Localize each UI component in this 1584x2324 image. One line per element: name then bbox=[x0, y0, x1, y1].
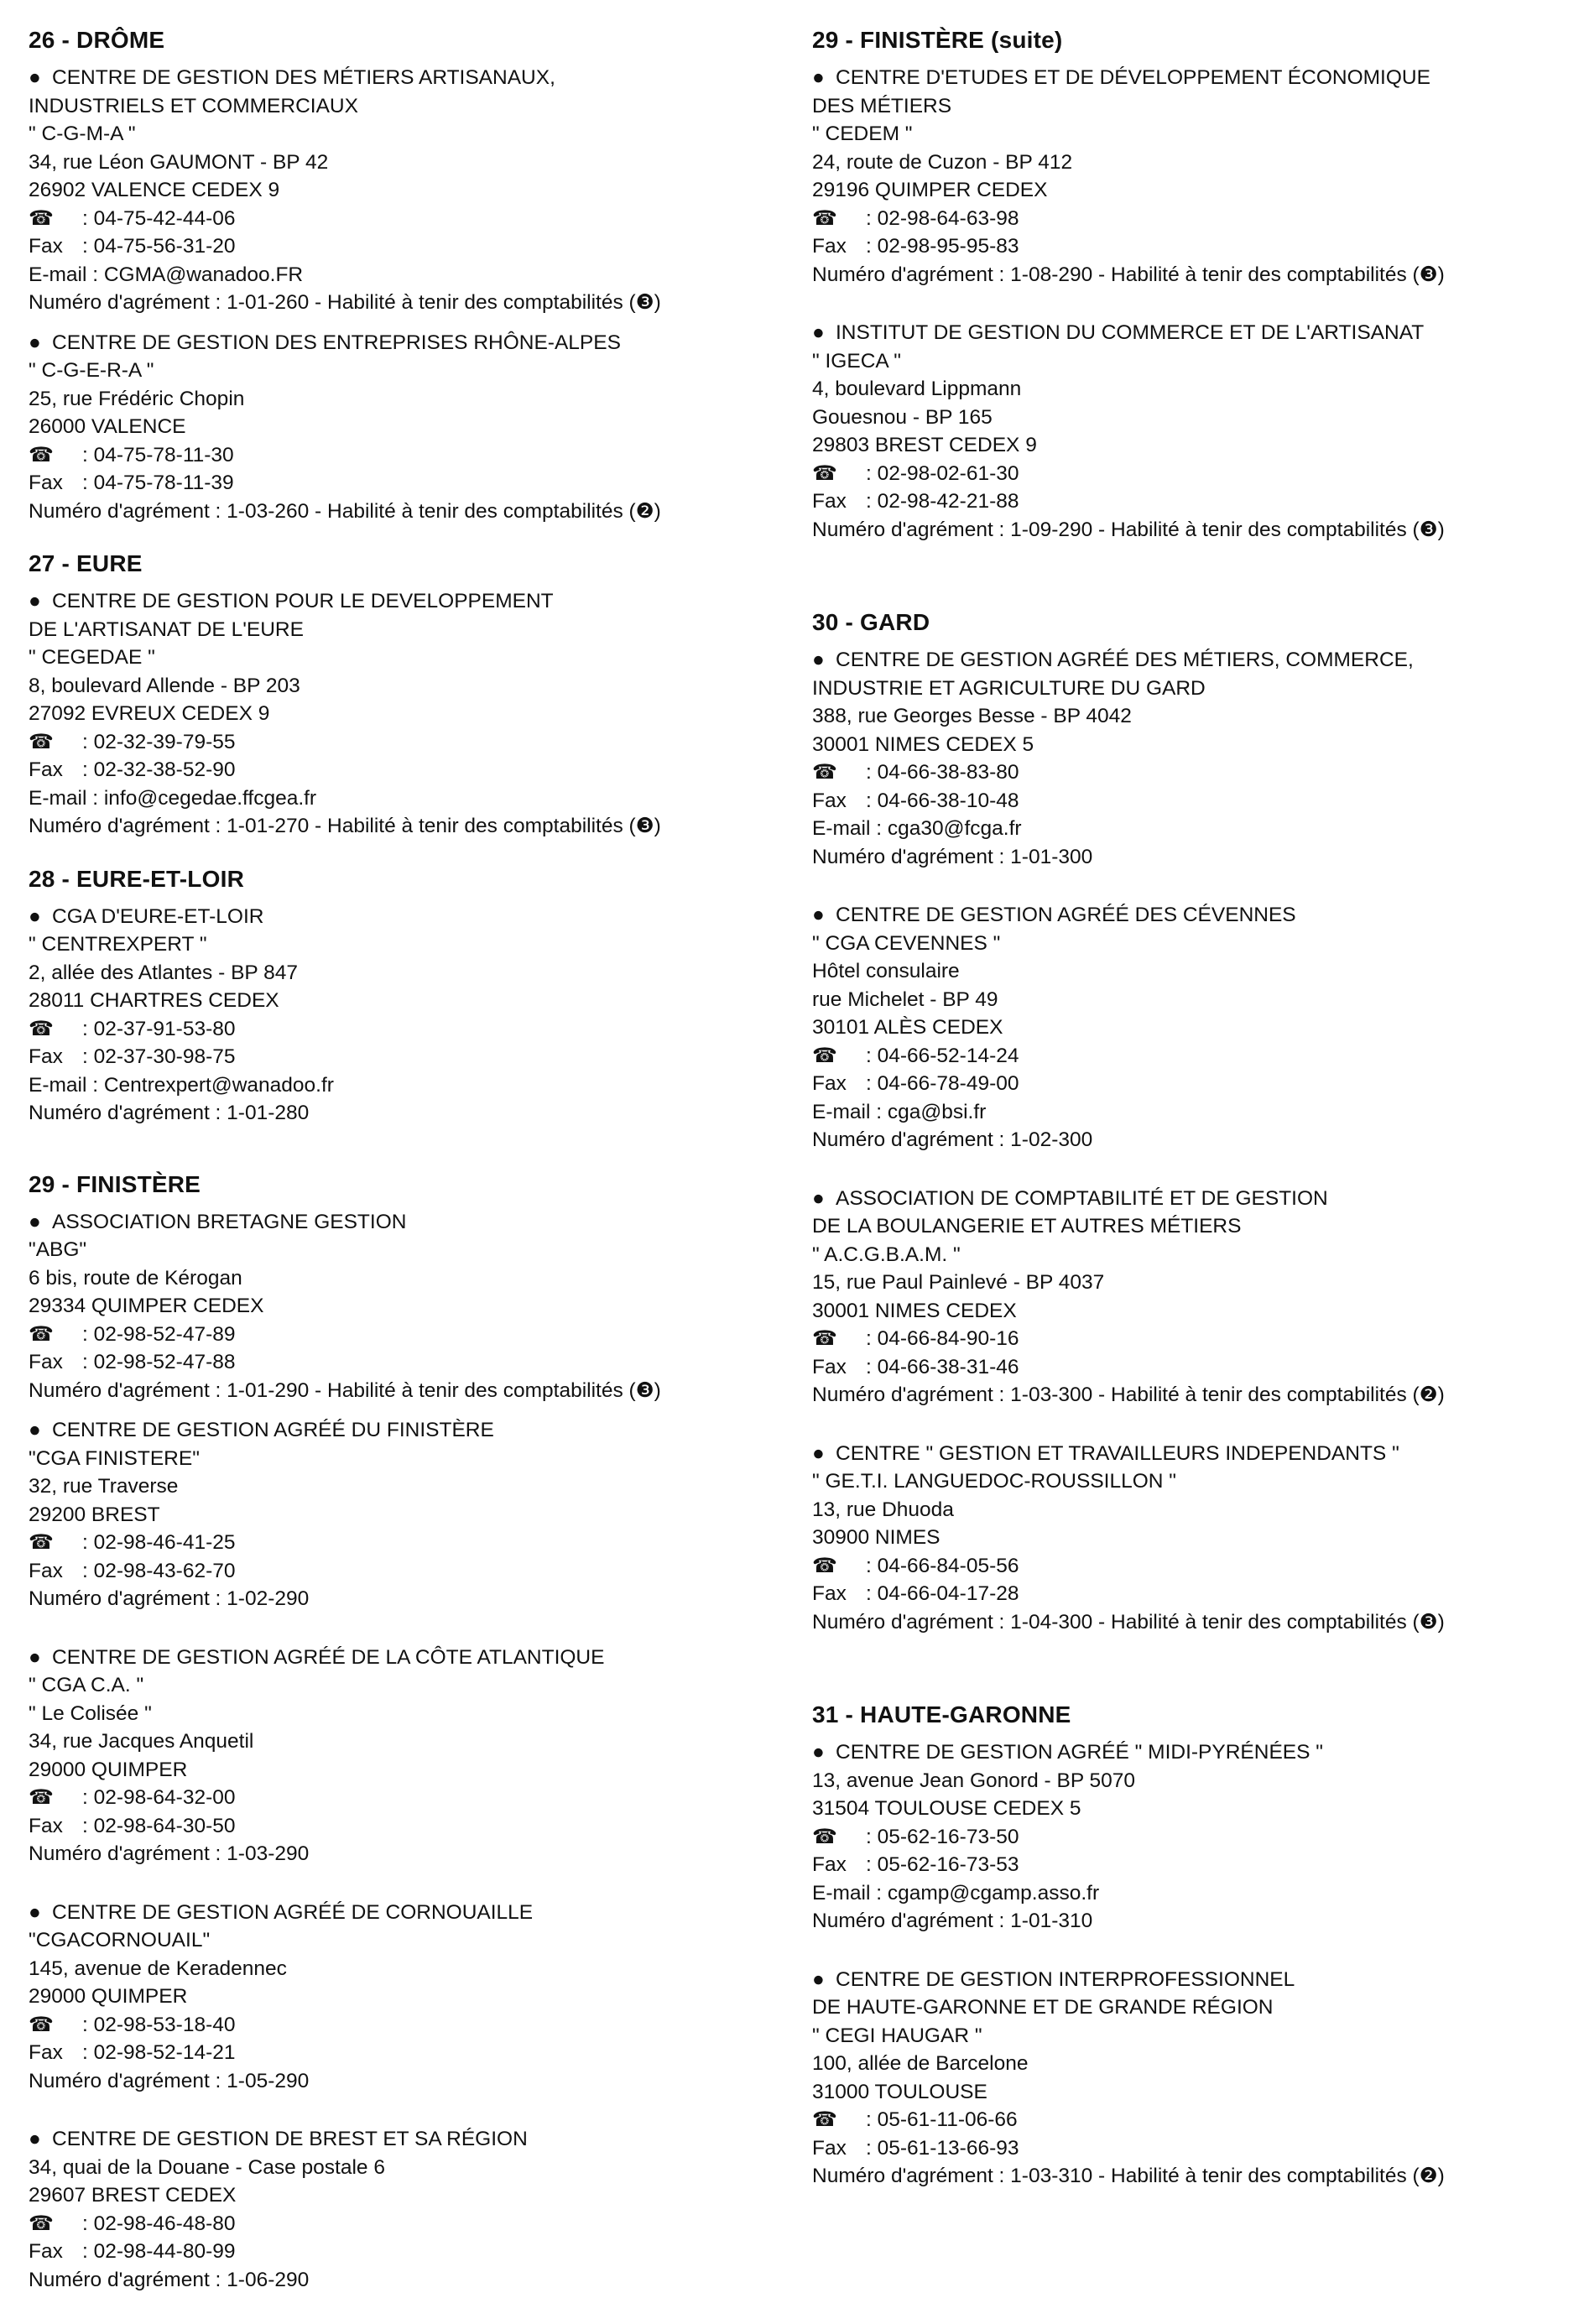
phone-icon: ☎ bbox=[812, 1554, 837, 1577]
entry-address: 30001 NIMES CEDEX 5 bbox=[812, 732, 1034, 756]
entry-address: 24, route de Cuzon - BP 412 bbox=[812, 150, 1073, 174]
entry-address: 145, avenue de Keradennec bbox=[29, 1957, 287, 1980]
entry-email: E-mail : cgamp@cgamp.asso.fr bbox=[812, 1881, 1100, 1905]
entry-address: Gouesnou - BP 165 bbox=[812, 405, 993, 429]
entry-email: E-mail : cga30@fcga.fr bbox=[812, 817, 1022, 840]
phone-icon: ☎ bbox=[29, 2212, 54, 2235]
phone-icon: ☎ bbox=[812, 206, 837, 230]
entry-name: ● CGA D'EURE-ET-LOIR bbox=[29, 903, 784, 931]
entry-address: 388, rue Georges Besse - BP 4042 bbox=[812, 705, 1132, 727]
phone-icon: ☎ bbox=[812, 2108, 837, 2131]
entry-fax: Fax : 04-75-78-11-39 bbox=[29, 469, 784, 498]
listing-entry bbox=[812, 1966, 1567, 2191]
entry-name: DE LA BOULANGERIE ET AUTRES MÉTIERS bbox=[812, 1215, 1242, 1238]
phone-icon: ☎ bbox=[812, 761, 837, 784]
listing-entry bbox=[29, 1416, 784, 1613]
entry-fax: Fax : 04-66-78-49-00 bbox=[812, 1070, 1567, 1098]
entry-address: 31000 TOULOUSE bbox=[812, 2080, 987, 2103]
fax-label: Fax bbox=[812, 1582, 847, 1605]
listing-entry bbox=[812, 901, 1567, 1154]
entry-agrement: Numéro d'agrément : 1-01-280 bbox=[29, 1102, 310, 1124]
entry-address: 29200 BREST bbox=[29, 1503, 160, 1526]
fax-label: Fax bbox=[812, 235, 847, 258]
listing-entry bbox=[812, 1440, 1567, 1637]
right-column bbox=[812, 25, 1567, 2221]
entry-address: 26902 VALENCE CEDEX 9 bbox=[29, 179, 280, 201]
entry-name: ● CENTRE DE GESTION AGRÉÉ DE LA CÔTE ATLANTIQUE bbox=[29, 1644, 784, 1672]
entry-address: 6 bis, route de Kérogan bbox=[29, 1266, 242, 1290]
entry-address: 100, allée de Barcelone bbox=[812, 2052, 1029, 2075]
listing-entry bbox=[29, 587, 784, 841]
entry-name: ● CENTRE DE GESTION AGRÉÉ " MIDI-PYRÉNÉES " bbox=[812, 1738, 1567, 1767]
entry-phone: ☎ : 04-66-52-14-24 bbox=[812, 1042, 1567, 1071]
entry-address: 13, rue Dhuoda bbox=[812, 1498, 954, 1521]
entry-name: ● CENTRE DE GESTION INTERPROFESSIONNEL bbox=[812, 1966, 1567, 1994]
entry-fax: Fax : 05-62-16-73-53 bbox=[812, 1851, 1567, 1879]
fax-label: Fax bbox=[29, 758, 63, 781]
phone-icon: ☎ bbox=[29, 2013, 54, 2036]
section-title: 27 - EURE bbox=[29, 550, 143, 576]
phone-icon: ☎ bbox=[29, 1531, 54, 1554]
entry-phone: ☎ : 02-98-64-63-98 bbox=[812, 205, 1567, 233]
listing-entry bbox=[29, 2125, 784, 2294]
entry-fax: Fax : 02-98-95-95-83 bbox=[812, 232, 1567, 261]
entry-agrement: Numéro d'agrément : 1-03-290 bbox=[29, 1842, 310, 1865]
entry-name: DES MÉTIERS bbox=[812, 94, 952, 117]
entry-name: DE L'ARTISANAT DE L'EURE bbox=[29, 617, 304, 641]
entry-phone: ☎ : 04-75-78-11-30 bbox=[29, 441, 784, 470]
entry-agrement: Numéro d'agrément : 1-06-290 bbox=[29, 2268, 310, 2291]
bullet-icon: ● bbox=[812, 66, 825, 89]
entry-fax: Fax : 02-98-43-62-70 bbox=[29, 1557, 784, 1586]
entry-address: 8, boulevard Allende - BP 203 bbox=[29, 674, 300, 697]
fax-label: Fax bbox=[812, 490, 847, 513]
entry-phone: ☎ : 04-75-42-44-06 bbox=[29, 205, 784, 233]
phone-icon: ☎ bbox=[812, 1327, 837, 1350]
entry-phone: ☎ : 04-66-84-05-56 bbox=[812, 1552, 1567, 1581]
bullet-icon: ● bbox=[29, 590, 41, 612]
entry-address: 29000 QUIMPER bbox=[29, 1985, 188, 2008]
bullet-icon: ● bbox=[29, 331, 41, 354]
section-title: 29 - FINISTÈRE (suite) bbox=[812, 27, 1063, 53]
entry-name: INDUSTRIE ET AGRICULTURE DU GARD bbox=[812, 676, 1206, 700]
entry-address: 29803 BREST CEDEX 9 bbox=[812, 434, 1037, 456]
bullet-icon: ● bbox=[812, 1186, 825, 1210]
section-title: 30 - GARD bbox=[812, 609, 930, 635]
entry-address: 15, rue Paul Painlevé - BP 4037 bbox=[812, 1271, 1105, 1294]
listing-entry bbox=[812, 1185, 1567, 1410]
entry-agrement: Numéro d'agrément : 1-09-290 - Habilité à tenir des comptabilités (❸) bbox=[812, 518, 1445, 541]
section-spacer bbox=[812, 574, 1567, 607]
phone-icon: ☎ bbox=[812, 1044, 837, 1067]
entry-name: ● CENTRE DE GESTION POUR LE DEVELOPPEMENT bbox=[29, 587, 784, 616]
fax-label: Fax bbox=[812, 1853, 847, 1876]
fax-label: Fax bbox=[29, 1559, 63, 1582]
entry-email: E-mail : info@cegedae.ffcgea.fr bbox=[29, 786, 317, 810]
entry-name: ● CENTRE DE GESTION AGRÉÉ DES CÉVENNES bbox=[812, 901, 1567, 930]
entry-phone: ☎ : 02-98-46-48-80 bbox=[29, 2210, 784, 2238]
fax-label: Fax bbox=[812, 2136, 847, 2160]
entry-agrement: Numéro d'agrément : 1-02-300 bbox=[812, 1128, 1093, 1151]
listing-entry bbox=[812, 64, 1567, 289]
entry-fax: Fax : 02-98-52-14-21 bbox=[29, 2039, 784, 2067]
entry-acronym: " C-G-E-R-A " bbox=[29, 359, 154, 382]
entry-fax: Fax : 02-37-30-98-75 bbox=[29, 1043, 784, 1071]
fax-label: Fax bbox=[29, 472, 63, 494]
phone-icon: ☎ bbox=[29, 1786, 54, 1809]
bullet-icon: ● bbox=[812, 904, 825, 926]
entry-name: ● ASSOCIATION BRETAGNE GESTION bbox=[29, 1208, 784, 1237]
entry-agrement: Numéro d'agrément : 1-04-300 - Habilité à tenir des comptabilités (❸) bbox=[812, 1610, 1445, 1634]
entry-acronym: "CGACORNOUAIL" bbox=[29, 1929, 211, 1951]
phone-icon: ☎ bbox=[29, 443, 54, 466]
entry-fax: Fax : 04-75-56-31-20 bbox=[29, 232, 784, 261]
entry-fax: Fax : 04-66-04-17-28 bbox=[812, 1580, 1567, 1608]
section-spacer bbox=[812, 1666, 1567, 1700]
entry-phone: ☎ : 02-98-52-47-89 bbox=[29, 1321, 784, 1349]
fax-label: Fax bbox=[812, 789, 847, 812]
entry-address: 34, rue Jacques Anquetil bbox=[29, 1730, 254, 1753]
entry-phone: ☎ : 04-66-38-83-80 bbox=[812, 758, 1567, 787]
entry-address: 34, rue Léon GAUMONT - BP 42 bbox=[29, 150, 329, 174]
entry-address: 28011 CHARTRES CEDEX bbox=[29, 989, 279, 1012]
fax-label: Fax bbox=[29, 235, 63, 258]
entry-acronym: " A.C.G.B.A.M. " bbox=[812, 1243, 961, 1266]
entry-acronym: " CEGEDAE " bbox=[29, 646, 155, 669]
entry-phone: ☎ : 02-37-91-53-80 bbox=[29, 1015, 784, 1044]
entry-acronym: " IGECA " bbox=[812, 349, 901, 373]
entry-address: 29000 QUIMPER bbox=[29, 1758, 188, 1781]
entry-name: ● CENTRE DE GESTION DES MÉTIERS ARTISANAUX, bbox=[29, 64, 784, 92]
entry-agrement: Numéro d'agrément : 1-03-300 - Habilité à tenir des comptabilités (❷) bbox=[812, 1383, 1445, 1406]
listing-entry bbox=[29, 903, 784, 1128]
bullet-icon: ● bbox=[29, 1645, 41, 1669]
entry-fax: Fax : 02-98-44-80-99 bbox=[29, 2238, 784, 2266]
entry-email: E-mail : cga@bsi.fr bbox=[812, 1100, 987, 1123]
entry-address: 27092 EVREUX CEDEX 9 bbox=[29, 702, 270, 725]
section-spacer bbox=[29, 1158, 784, 1170]
section-title: 29 - FINISTÈRE bbox=[29, 1170, 201, 1197]
listing-entry bbox=[812, 319, 1567, 544]
entry-address: 30001 NIMES CEDEX bbox=[812, 1299, 1017, 1322]
entry-address: 4, boulevard Lippmann bbox=[812, 378, 1022, 400]
entry-fax: Fax : 02-98-64-30-50 bbox=[29, 1812, 784, 1841]
entry-name: ● CENTRE DE GESTION DE BREST ET SA RÉGION bbox=[29, 2125, 784, 2154]
fax-label: Fax bbox=[29, 2041, 63, 2064]
entry-phone: ☎ : 02-98-02-61-30 bbox=[812, 460, 1567, 488]
entry-address: Hôtel consulaire bbox=[812, 960, 960, 982]
bullet-icon: ● bbox=[29, 904, 41, 928]
entry-name: ● CENTRE DE GESTION AGRÉÉ DU FINISTÈRE bbox=[29, 1416, 784, 1445]
entry-phone: ☎ : 05-62-16-73-50 bbox=[812, 1823, 1567, 1852]
entry-fax: Fax : 05-61-13-66-93 bbox=[812, 2134, 1567, 2163]
entry-phone: ☎ : 02-98-64-32-00 bbox=[29, 1784, 784, 1812]
left-column bbox=[29, 25, 784, 2324]
phone-icon: ☎ bbox=[29, 1017, 54, 1040]
listing-entry bbox=[29, 1208, 784, 1405]
entry-name: DE HAUTE-GARONNE ET DE GRANDE RÉGION bbox=[812, 1996, 1274, 2019]
entry-email: E-mail : Centrexpert@wanadoo.fr bbox=[29, 1073, 334, 1097]
section-title: 28 - EURE-ET-LOIR bbox=[29, 865, 244, 892]
entry-name: ● CENTRE D'ETUDES ET DE DÉVELOPPEMENT ÉCONOMIQUE bbox=[812, 64, 1567, 92]
entry-phone: ☎ : 02-32-39-79-55 bbox=[29, 728, 784, 757]
entry-name: ● CENTRE " GESTION ET TRAVAILLEURS INDEPENDANTS " bbox=[812, 1440, 1567, 1468]
entry-agrement: Numéro d'agrément : 1-01-270 - Habilité à tenir des comptabilités (❸) bbox=[29, 815, 661, 837]
listing-entry bbox=[29, 64, 784, 317]
phone-icon: ☎ bbox=[29, 206, 54, 230]
fax-label: Fax bbox=[29, 1351, 63, 1373]
listing-entry bbox=[29, 329, 784, 526]
entry-acronym: " CGA CEVENNES " bbox=[812, 931, 1001, 955]
phone-icon: ☎ bbox=[29, 1322, 54, 1346]
bullet-icon: ● bbox=[29, 66, 41, 89]
entry-address: 2, allée des Atlantes - BP 847 bbox=[29, 961, 298, 984]
entry-acronym: " CEDEM " bbox=[812, 122, 913, 145]
entry-agrement: Numéro d'agrément : 1-05-290 bbox=[29, 2069, 310, 2092]
section-spacer bbox=[29, 537, 784, 549]
entry-address: 29334 QUIMPER CEDEX bbox=[29, 1295, 264, 1317]
fax-label: Fax bbox=[29, 1814, 63, 1837]
entry-phone: ☎ : 02-98-53-18-40 bbox=[29, 2011, 784, 2040]
entry-agrement: Numéro d'agrément : 1-03-310 - Habilité à tenir des comptabilités (❷) bbox=[812, 2165, 1445, 2187]
entry-address: 13, avenue Jean Gonord - BP 5070 bbox=[812, 1769, 1136, 1792]
entry-address: " Le Colisée " bbox=[29, 1701, 152, 1725]
listing-entry bbox=[29, 1899, 784, 2096]
bullet-icon: ● bbox=[812, 649, 825, 671]
entry-agrement: Numéro d'agrément : 1-08-290 - Habilité à tenir des comptabilités (❸) bbox=[812, 263, 1445, 286]
entry-name: ● ASSOCIATION DE COMPTABILITÉ ET DE GESTION bbox=[812, 1185, 1567, 1213]
entry-address: 26000 VALENCE bbox=[29, 415, 186, 438]
listing-entry bbox=[812, 646, 1567, 871]
entry-acronym: " C-G-M-A " bbox=[29, 122, 136, 145]
entry-email: E-mail : CGMA@wanadoo.FR bbox=[29, 263, 304, 286]
bullet-icon: ● bbox=[812, 1967, 825, 1991]
phone-icon: ☎ bbox=[812, 1825, 837, 1848]
entry-agrement: Numéro d'agrément : 1-02-290 bbox=[29, 1587, 310, 1610]
entry-agrement: Numéro d'agrément : 1-01-290 - Habilité à tenir des comptabilités (❸) bbox=[29, 1378, 661, 1402]
entry-phone: ☎ : 02-98-46-41-25 bbox=[29, 1529, 784, 1557]
entry-fax: Fax : 02-98-42-21-88 bbox=[812, 487, 1567, 516]
entry-acronym: " GE.T.I. LANGUEDOC-ROUSSILLON " bbox=[812, 1470, 1176, 1493]
fax-label: Fax bbox=[812, 1355, 847, 1378]
entry-name: ● CENTRE DE GESTION AGRÉÉ DE CORNOUAILLE bbox=[29, 1899, 784, 1927]
bullet-icon: ● bbox=[812, 321, 825, 344]
entry-address: 25, rue Frédéric Chopin bbox=[29, 387, 245, 410]
entry-acronym: " CENTREXPERT " bbox=[29, 933, 207, 956]
bullet-icon: ● bbox=[812, 1441, 825, 1465]
entry-acronym: " CGA C.A. " bbox=[29, 1674, 144, 1696]
entry-address: rue Michelet - BP 49 bbox=[812, 987, 998, 1011]
fax-label: Fax bbox=[812, 1072, 847, 1095]
entry-fax: Fax : 04-66-38-10-48 bbox=[812, 787, 1567, 815]
entry-phone: ☎ : 05-61-11-06-66 bbox=[812, 2106, 1567, 2134]
section-title: 31 - HAUTE-GARONNE bbox=[812, 1701, 1071, 1727]
section-title: 26 - DRÔME bbox=[29, 27, 165, 53]
entry-address: 30101 ALÈS CEDEX bbox=[812, 1016, 1003, 1039]
entry-address: 31504 TOULOUSE CEDEX 5 bbox=[812, 1797, 1081, 1820]
section-spacer bbox=[29, 852, 784, 864]
entry-address: 29196 QUIMPER CEDEX bbox=[812, 179, 1048, 201]
entry-name: ● CENTRE DE GESTION DES ENTREPRISES RHÔNE-ALPES bbox=[29, 329, 784, 357]
bullet-icon: ● bbox=[29, 1210, 41, 1233]
entry-name: ● INSTITUT DE GESTION DU COMMERCE ET DE L'ARTISANAT bbox=[812, 319, 1567, 347]
entry-address: 30900 NIMES bbox=[812, 1526, 940, 1549]
entry-acronym: "ABG" bbox=[29, 1238, 87, 1261]
entry-name: ● CENTRE DE GESTION AGRÉÉ DES MÉTIERS, COMMERCE, bbox=[812, 646, 1567, 675]
entry-agrement: Numéro d'agrément : 1-03-260 - Habilité à tenir des comptabilités (❷) bbox=[29, 499, 661, 523]
entry-acronym: " CEGI HAUGAR " bbox=[812, 2024, 982, 2047]
entry-fax: Fax : 02-32-38-52-90 bbox=[29, 756, 784, 784]
entry-agrement: Numéro d'agrément : 1-01-300 bbox=[812, 845, 1093, 868]
entry-address: 29607 BREST CEDEX bbox=[29, 2184, 237, 2207]
entry-acronym: "CGA FINISTERE" bbox=[29, 1446, 200, 1470]
bullet-icon: ● bbox=[29, 1900, 41, 1924]
entry-fax: Fax : 02-98-52-47-88 bbox=[29, 1348, 784, 1377]
fax-label: Fax bbox=[29, 1045, 63, 1068]
phone-icon: ☎ bbox=[812, 461, 837, 485]
listing-entry bbox=[29, 1644, 784, 1868]
entry-agrement: Numéro d'agrément : 1-01-310 bbox=[812, 1910, 1093, 1932]
bullet-icon: ● bbox=[29, 1419, 41, 1441]
listing-entry bbox=[812, 1738, 1567, 1936]
bullet-icon: ● bbox=[812, 1741, 825, 1764]
entry-address: 32, rue Traverse bbox=[29, 1475, 179, 1498]
entry-name: INDUSTRIELS ET COMMERCIAUX bbox=[29, 94, 358, 117]
phone-icon: ☎ bbox=[29, 730, 54, 753]
fax-label: Fax bbox=[29, 2240, 63, 2263]
entry-fax: Fax : 04-66-38-31-46 bbox=[812, 1353, 1567, 1382]
entry-address: 34, quai de la Douane - Case postale 6 bbox=[29, 2155, 385, 2179]
bullet-icon: ● bbox=[29, 2128, 41, 2150]
entry-phone: ☎ : 04-66-84-90-16 bbox=[812, 1325, 1567, 1353]
entry-agrement: Numéro d'agrément : 1-01-260 - Habilité à tenir des comptabilités (❸) bbox=[29, 291, 661, 314]
